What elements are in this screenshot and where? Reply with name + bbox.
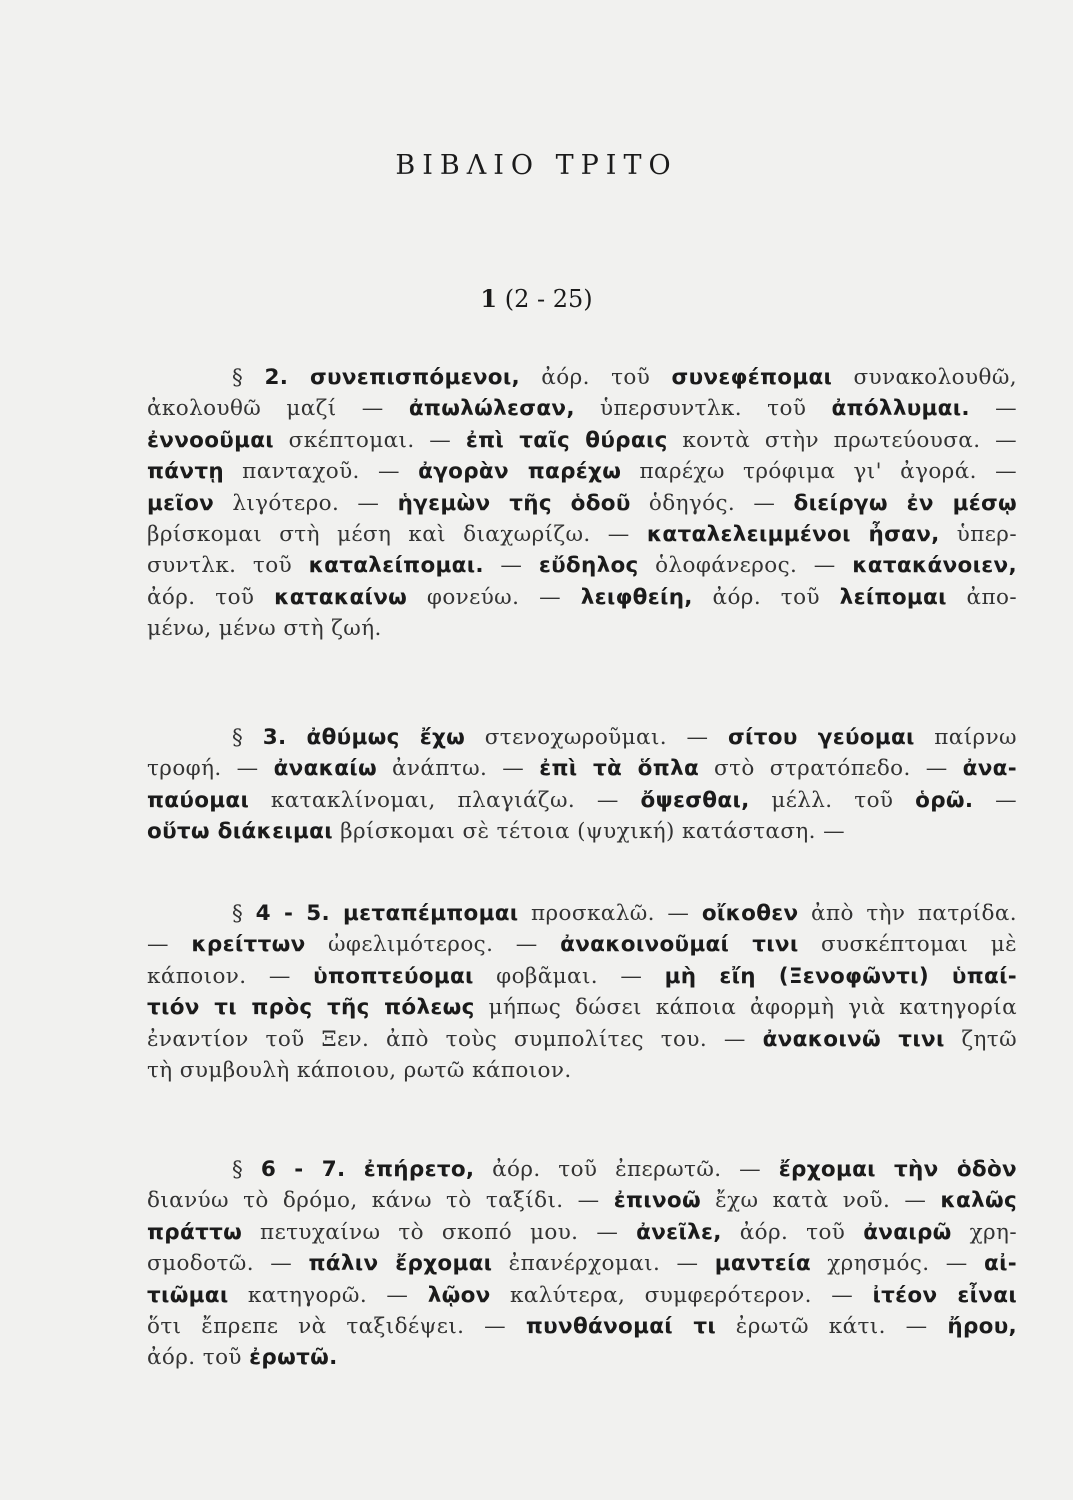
headword: τιῶμαι (147, 1282, 229, 1308)
gloss-text: παίρνω (914, 725, 1017, 750)
text-line (147, 362, 1017, 393)
headword: ἰτέον εἶναι (872, 1282, 1018, 1308)
gloss-text: ἀόρ. τοῦ (520, 365, 672, 390)
headword: κατακάνοιεν, (852, 553, 1017, 579)
gloss-text: § (232, 901, 256, 926)
page-title: ΒΙΒΛΙΟ ΤΡΙΤΟ (395, 150, 678, 181)
headword: καταλείπομαι. (308, 553, 484, 579)
gloss-text: χρησμός. — (810, 1251, 985, 1277)
headword: ἐπὶ ταῖς θύραις (465, 427, 668, 453)
headword: μεῖον (147, 490, 215, 516)
gloss-text: ὅτι ἔπρεπε νὰ ταξιδέψει. — (147, 1314, 526, 1340)
gloss-text: στενοχωροῦμαι. — (465, 725, 729, 750)
text-line (147, 722, 1017, 753)
gloss-text: κατηγορῶ. — (228, 1282, 428, 1308)
headword: μαντεία (714, 1251, 811, 1277)
section-heading (0, 284, 1073, 313)
headword: ἀνακοινοῦμαί τινι (560, 932, 799, 958)
gloss-text: ἀόρ. τοῦ (147, 1345, 250, 1371)
text-line (147, 1055, 1017, 1086)
headword: 3. ἀθύμως ἔχω (262, 725, 466, 750)
gloss-text: μένω, μένω στὴ ζωή. (147, 616, 382, 642)
text-line (147, 961, 1017, 992)
gloss-text: § (232, 725, 263, 750)
text-line (147, 1217, 1017, 1248)
headword: τιόν τι πρὸς τῆς πόλεως (147, 995, 475, 1021)
text-line (147, 1185, 1017, 1216)
headword: αἰ- (984, 1251, 1017, 1277)
gloss-text: ἀκολουθῶ μαζί — (147, 396, 409, 422)
headword: λειφθείη, (580, 584, 693, 610)
paragraph-section-6-7 (147, 1154, 1017, 1374)
headword: πάλιν ἔρχομαι (308, 1251, 493, 1277)
gloss-text: συσκέπτομαι μὲ (798, 932, 1018, 958)
headword: ὁρῶ. (915, 787, 974, 813)
headword: οἴκοθεν (701, 901, 799, 926)
gloss-text: χρη- (951, 1219, 1017, 1245)
gloss-text: πετυχαίνω τὸ σκοπό μου. — (242, 1219, 637, 1245)
headword: ἤρου, (947, 1314, 1017, 1340)
section-number: 1 (480, 284, 498, 313)
gloss-text: κάποιον. — (147, 963, 314, 989)
paragraph-section-3 (147, 722, 1017, 848)
headword: ἐπὶ τὰ ὅπλα (539, 756, 700, 782)
gloss-text: § (232, 1157, 261, 1182)
headword: πυνθάνομαί τι (525, 1314, 717, 1340)
gloss-text: ἀόρ. τοῦ (147, 584, 275, 610)
gloss-text: τὴ συμβουλὴ κάποιου, ρωτῶ κάποιον. (147, 1058, 572, 1084)
gloss-text: τροφή. — (147, 756, 274, 782)
headword: 2. συνεπισπόμενοι, (264, 365, 521, 390)
headword: λῷον (427, 1282, 491, 1308)
gloss-text: ἀνάπτω. — (376, 756, 540, 782)
headword: 4 - 5. μεταπέμπομαι (255, 901, 519, 926)
gloss-text: συντλκ. τοῦ (147, 553, 309, 579)
text-line (147, 519, 1017, 550)
text-line (147, 393, 1017, 424)
headword: καταλελειμμένοι ἦσαν, (646, 522, 940, 548)
text-line (147, 1248, 1017, 1279)
headword: ἀνακοινῶ τινι (762, 1026, 945, 1052)
gloss-text: βρίσκομαι στὴ μέση καὶ διαχωρίζω. — (147, 522, 647, 548)
gloss-text: — (147, 932, 192, 958)
gloss-text: — (973, 787, 1018, 813)
gloss-text: πανταχοῦ. — (223, 459, 419, 485)
gloss-text: φονεύω. — (407, 584, 581, 610)
text-line (147, 1154, 1017, 1185)
gloss-text: ἐπανέρχομαι. — (492, 1251, 715, 1277)
text-line (147, 1342, 1017, 1373)
headword: ἀναιρῶ (863, 1219, 952, 1245)
headword: ἔρχομαι τὴν ὁδὸν (778, 1157, 1017, 1182)
gloss-text: — (483, 553, 539, 579)
gloss-text: ὑπερ- (939, 522, 1017, 548)
text-line (147, 992, 1017, 1023)
headword: λείπομαι (839, 584, 947, 610)
text-line (147, 488, 1017, 519)
text-line (147, 456, 1017, 487)
text-line (147, 785, 1017, 816)
headword: συνεφέπομαι (671, 365, 833, 390)
gloss-text: σκέπτομαι. — (274, 427, 466, 453)
gloss-text: κατακλίνομαι, πλαγιάζω. — (249, 787, 641, 813)
section-range: (2 - 25) (504, 285, 593, 313)
gloss-text: λιγότερο. — (214, 490, 398, 516)
headword: κρείττων (191, 932, 306, 958)
text-line (147, 582, 1017, 613)
gloss-text: κοντὰ στὴν πρωτεύουσα. — (667, 427, 1017, 453)
gloss-text: ζητῶ (944, 1026, 1018, 1052)
headword: κατακαίνω (274, 584, 408, 610)
gloss-text: ἐρωτῶ κάτι. — (716, 1314, 948, 1340)
headword: ἐρωτῶ. (249, 1345, 338, 1371)
gloss-text: ὁλοφάνερος. — (638, 553, 853, 579)
headword: ὑποπτεύομαι (313, 963, 474, 989)
text-line (147, 1024, 1017, 1055)
headword: ἐπινοῶ (613, 1188, 701, 1214)
headword: πράττω (147, 1219, 243, 1245)
text-line (147, 613, 1017, 644)
headword: ἀνεῖλε, (636, 1219, 722, 1245)
text-line (147, 1311, 1017, 1342)
gloss-text: μήπως δώσει κάποια ἀφορμὴ γιὰ κατηγορία (474, 995, 1018, 1021)
text-line (147, 816, 1017, 847)
headword: πάντῃ (147, 459, 224, 485)
headword: σίτου γεύομαι (728, 725, 915, 750)
paragraph-section-4-5 (147, 898, 1017, 1086)
headword: οὕτω διάκειμαι (147, 819, 333, 845)
gloss-text: ἐναντίον τοῦ Ξεν. ἀπὸ τοὺς συμπολίτες του. — (147, 1026, 763, 1052)
gloss-text: παρέχω τρόφιμα γι' ἀγορά. — (621, 459, 1017, 485)
headword: ἐννοοῦμαι (147, 427, 274, 453)
gloss-text: στὸ στρατόπεδο. — (699, 756, 963, 782)
headword: εὔδηλος (538, 553, 639, 579)
headword: παύομαι (147, 787, 250, 813)
paragraph-section-2 (147, 362, 1017, 645)
headword: ὄψεσθαι, (640, 787, 750, 813)
gloss-text: ἀόρ. τοῦ ἐπερωτῶ. — (474, 1157, 779, 1182)
headword: διείργω ἐν μέσῳ (793, 490, 1017, 516)
gloss-text: § (232, 365, 265, 390)
gloss-text: ἔχω κατὰ νοῦ. — (700, 1188, 941, 1214)
gloss-text: — (969, 396, 1017, 422)
headword: ἡγεμὼν τῆς ὁδοῦ (397, 490, 631, 516)
text-line (147, 753, 1017, 784)
gloss-text: διανύω τὸ δρόμο, κάνω τὸ ταξίδι. — (147, 1188, 614, 1214)
gloss-text: μέλλ. τοῦ (749, 787, 916, 813)
gloss-text: καλύτερα, συμφερότερον. — (490, 1282, 873, 1308)
text-line (147, 1280, 1017, 1311)
headword: ἀγορὰν παρέχω (418, 459, 622, 485)
headword: ἀπόλλυμαι. (831, 396, 970, 422)
gloss-text: ὑπερσυντλκ. τοῦ (574, 396, 832, 422)
gloss-text: συνακολουθῶ, (832, 365, 1017, 390)
text-line (147, 898, 1017, 929)
headword: ἀπωλώλεσαν, (408, 396, 575, 422)
gloss-text: ἀπὸ τὴν πατρίδα. (798, 901, 1017, 926)
headword: καλῶς (940, 1188, 1018, 1214)
text-line (147, 929, 1017, 960)
gloss-text: σμοδοτῶ. — (147, 1251, 309, 1277)
text-line (147, 550, 1017, 581)
headword: μὴ εἴη (Ξενοφῶντι) ὑπαί- (664, 963, 1017, 989)
gloss-text: βρίσκομαι σὲ τέτοια (ψυχική) κατάσταση. — (332, 819, 846, 845)
gloss-text: ἀπο- (946, 584, 1017, 610)
headword: ἀνα- (962, 756, 1017, 782)
gloss-text: ἀόρ. τοῦ (721, 1219, 864, 1245)
gloss-text: ὁδηγός. — (630, 490, 794, 516)
headword: ἀνακαίω (273, 756, 377, 782)
gloss-text: φοβᾶμαι. — (473, 963, 665, 989)
headword: 6 - 7. ἐπήρετο, (260, 1157, 475, 1182)
gloss-text: προσκαλῶ. — (518, 901, 702, 926)
gloss-text: ὠφελιμότερος. — (305, 932, 561, 958)
text-line (147, 425, 1017, 456)
gloss-text: ἀόρ. τοῦ (692, 584, 840, 610)
